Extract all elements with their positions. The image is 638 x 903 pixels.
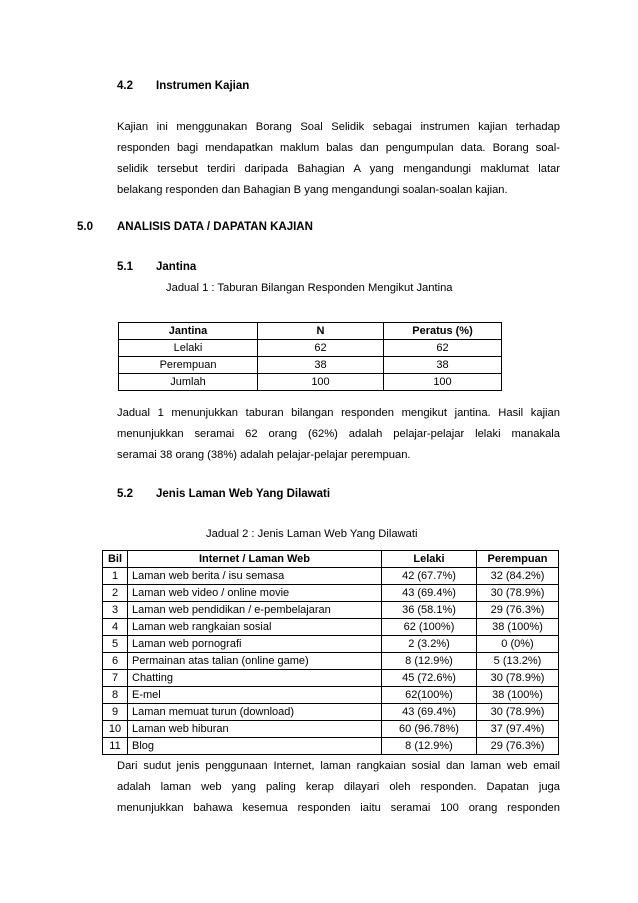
section-4-2-number: 4.2 — [117, 80, 133, 92]
table-cell: 30 (78.9%) — [477, 585, 559, 602]
table-cell: 9 — [103, 704, 128, 721]
table-header-cell: Internet / Laman Web — [128, 551, 382, 568]
table-cell: 6 — [103, 653, 128, 670]
table-cell: 60 (96.78%) — [382, 721, 477, 738]
table-cell: 38 — [384, 357, 502, 374]
table-cell: Jumlah — [119, 374, 258, 391]
table-row — [103, 568, 559, 585]
table-cell: Laman web pendidikan / e-pembelajaran — [128, 602, 382, 619]
paragraph-line: menunjukkan bahawa kesemua responden iaitu seramai 100 orang responden — [117, 802, 560, 814]
section-5-1-paragraph — [117, 403, 560, 466]
table-row — [103, 704, 559, 721]
table-cell: 8 (12.9%) — [382, 738, 477, 755]
table-cell: Laman web hiburan — [128, 721, 382, 738]
table-row — [103, 670, 559, 687]
table-header-cell: Lelaki — [382, 551, 477, 568]
table-cell: Laman web pornografi — [128, 636, 382, 653]
section-4-2-title: Instrumen Kajian — [156, 80, 250, 92]
table-cell: 37 (97.4%) — [477, 721, 559, 738]
table-cell: 10 — [103, 721, 128, 738]
table-cell: 32 (84.2%) — [477, 568, 559, 585]
table-cell: 62(100%) — [382, 687, 477, 704]
table-row — [119, 357, 502, 374]
table-cell: 1 — [103, 568, 128, 585]
table-cell: 5 (13.2%) — [477, 653, 559, 670]
table-cell: 62 — [384, 340, 502, 357]
table-row — [103, 721, 559, 738]
table-2-caption: Jadual 2 : Jenis Laman Web Yang Dilawati — [206, 528, 418, 540]
table-cell: 2 (3.2%) — [382, 636, 477, 653]
paragraph-line: menunjukkan seramai 62 orang (62%) adalah pelajar-pelajar lelaki manakala — [117, 428, 560, 440]
section-5-0-number: 5.0 — [77, 221, 93, 233]
section-5-0-title: ANALISIS DATA / DAPATAN KAJIAN — [117, 221, 313, 233]
table-header-cell: Peratus (%) — [384, 323, 502, 340]
table-cell: 38 (100%) — [477, 619, 559, 636]
section-5-1-number: 5.1 — [117, 261, 133, 273]
table-cell: 29 (76.3%) — [477, 738, 559, 755]
table-cell: E-mel — [128, 687, 382, 704]
table-cell: Laman web rangkaian sosial — [128, 619, 382, 636]
table-cell: Permainan atas talian (online game) — [128, 653, 382, 670]
table-row — [103, 687, 559, 704]
table-2 — [102, 550, 559, 755]
paragraph-line: adalah laman web yang paling kerap dilayari oleh responden. Dapatan juga — [117, 781, 560, 793]
table-cell: 43 (69.4%) — [382, 704, 477, 721]
table-cell: 8 (12.9%) — [382, 653, 477, 670]
table-cell: 45 (72.6%) — [382, 670, 477, 687]
table-cell: 29 (76.3%) — [477, 602, 559, 619]
section-5-2-number: 5.2 — [117, 488, 133, 500]
table-cell: 7 — [103, 670, 128, 687]
paragraph-line: seramai 38 orang (38%) adalah pelajar-pelajar perempuan. — [117, 449, 411, 461]
table-cell: 2 — [103, 585, 128, 602]
table-cell: 38 — [258, 357, 384, 374]
table-row — [119, 374, 502, 391]
table-cell: 36 (58.1%) — [382, 602, 477, 619]
table-cell: 100 — [258, 374, 384, 391]
table-row — [103, 619, 559, 636]
section-4-2-paragraph — [117, 117, 560, 201]
table-cell: 8 — [103, 687, 128, 704]
table-cell: Laman web berita / isu semasa — [128, 568, 382, 585]
table-cell: 100 — [384, 374, 502, 391]
table-cell: 5 — [103, 636, 128, 653]
section-5-2-paragraph — [117, 756, 560, 819]
table-cell: 30 (78.9%) — [477, 704, 559, 721]
paragraph-line: Kajian ini menggunakan Borang Soal Selidik sebagai instrumen kajian terhadap — [117, 121, 560, 133]
table-cell: 11 — [103, 738, 128, 755]
table-row — [103, 653, 559, 670]
paragraph-line: responden bagi mendapatkan maklum balas dan pengumpulan data. Borang soal- — [117, 142, 560, 154]
table-cell: Blog — [128, 738, 382, 755]
table-row — [103, 738, 559, 755]
table-header-cell: Jantina — [119, 323, 258, 340]
paragraph-line: belakang responden dan Bahagian B yang mengandungi soalan-soalan kajian. — [117, 184, 508, 196]
section-5-1-title: Jantina — [156, 261, 197, 273]
table-cell: 30 (78.9%) — [477, 670, 559, 687]
table-cell: 0 (0%) — [477, 636, 559, 653]
table-header-cell: Perempuan — [477, 551, 559, 568]
paragraph-line: Dari sudut jenis penggunaan Internet, laman rangkaian sosial dan laman web email — [117, 760, 560, 772]
table-row — [119, 340, 502, 357]
table-row — [103, 636, 559, 653]
table-cell: 4 — [103, 619, 128, 636]
table-cell: Laman memuat turun (download) — [128, 704, 382, 721]
table-header-cell: Bil — [103, 551, 128, 568]
table-1-caption: Jadual 1 : Taburan Bilangan Responden Mengikut Jantina — [166, 282, 453, 294]
table-header-row — [119, 323, 502, 340]
table-row — [103, 602, 559, 619]
table-header-cell: N — [258, 323, 384, 340]
table-row — [103, 585, 559, 602]
table-cell: 43 (69.4%) — [382, 585, 477, 602]
paragraph-line: Jadual 1 menunjukkan taburan bilangan responden mengikut jantina. Hasil kajian — [117, 407, 560, 419]
table-cell: Lelaki — [119, 340, 258, 357]
table-cell: 3 — [103, 602, 128, 619]
table-header-row — [103, 551, 559, 568]
table-cell: Perempuan — [119, 357, 258, 374]
table-1 — [118, 322, 502, 391]
table-cell: 62 (100%) — [382, 619, 477, 636]
table-cell: 38 (100%) — [477, 687, 559, 704]
table-cell: Chatting — [128, 670, 382, 687]
section-5-2-title: Jenis Laman Web Yang Dilawati — [156, 488, 331, 500]
paragraph-line: selidik tersebut terdiri daripada Bahagian A yang mengandungi maklumat latar — [117, 163, 560, 175]
table-cell: 62 — [258, 340, 384, 357]
table-cell: Laman web video / online movie — [128, 585, 382, 602]
table-cell: 42 (67.7%) — [382, 568, 477, 585]
